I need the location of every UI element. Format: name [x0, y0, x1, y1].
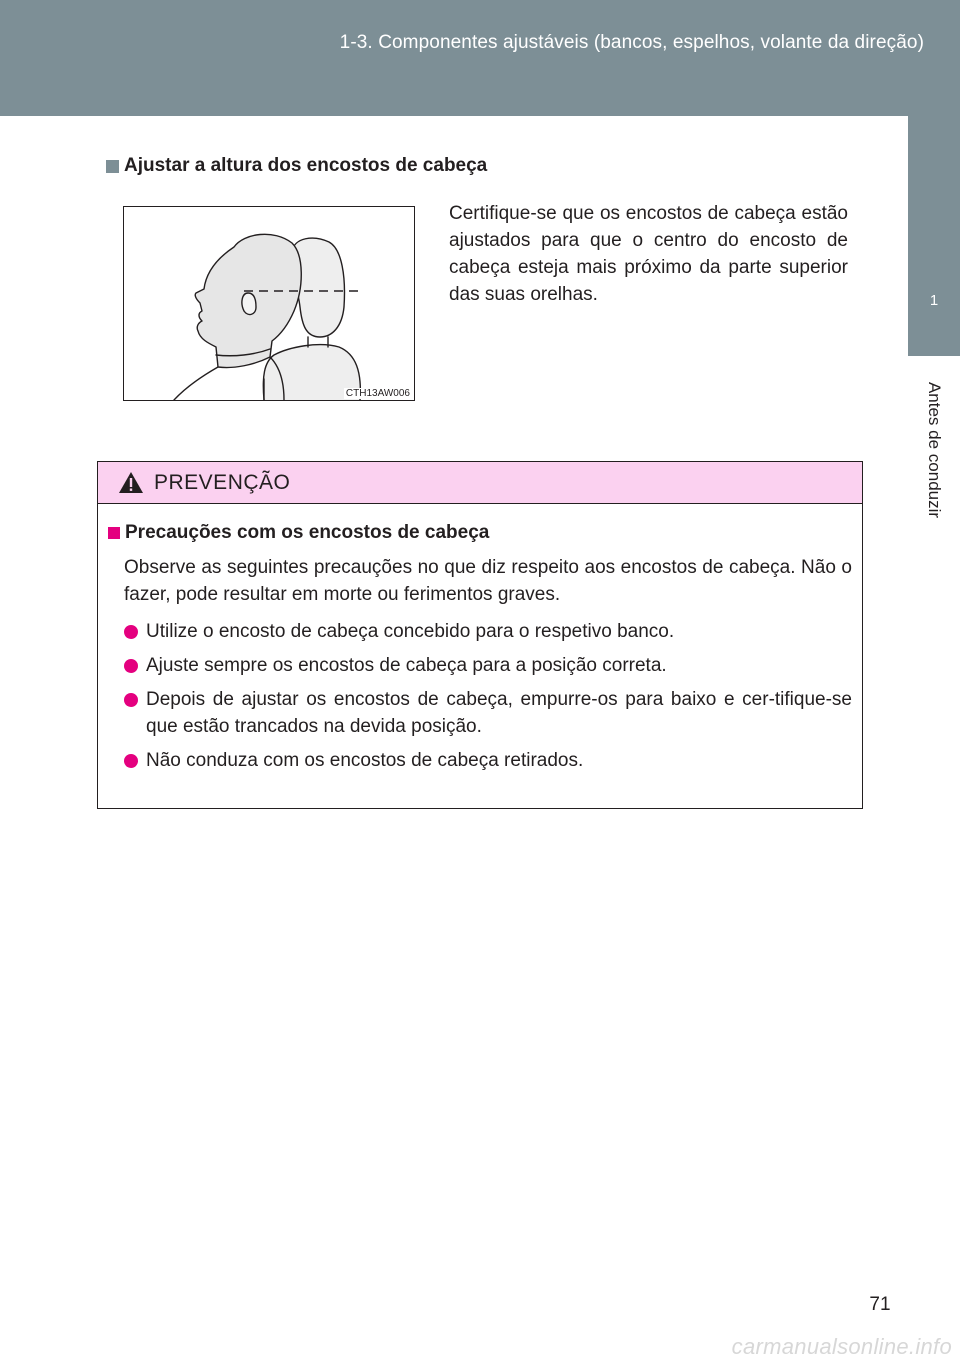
warning-header: [98, 462, 862, 504]
warning-subheading: [108, 522, 852, 544]
warning-triangle-icon: [118, 471, 144, 494]
head-profile-illustration: [124, 207, 414, 400]
square-bullet-icon: [108, 527, 120, 539]
page-number: 71: [869, 1294, 891, 1315]
list-item-text: Não conduza com os encostos de cabeça retirados.: [146, 750, 584, 771]
side-tab-label: Antes de conduzir: [925, 381, 944, 519]
watermark: carmanualsonline.info: [731, 1334, 952, 1359]
list-item: [124, 747, 852, 774]
square-bullet-icon: [106, 160, 119, 173]
list-item: [124, 652, 852, 679]
side-tab: [908, 116, 960, 356]
warning-paragraph: Observe as seguintes precauções no que diz respeito aos encostos de cabeça. Não o fazer, pode resultar em morte ou ferimentos graves.: [124, 557, 852, 605]
warning-title: PREVENÇÃO: [154, 470, 291, 494]
bullet-dot-icon: [124, 754, 138, 768]
warning-list: [124, 618, 852, 774]
bullet-dot-icon: [124, 659, 138, 673]
section-heading-text: Ajustar a altura dos encostos de cabeça: [124, 155, 488, 176]
list-item: [124, 686, 852, 740]
header-band: [0, 0, 960, 116]
chapter-title: 1-3. Componentes ajustáveis (bancos, espelhos, volante da direção): [339, 32, 924, 53]
list-item-text: Utilize o encosto de cabeça concebido para o respetivo banco.: [146, 621, 675, 642]
list-item-text: Depois de ajustar os encostos de cabeça, empurre-os para baixo e cer-tifique-se que estão trancados na devida posição.: [146, 689, 852, 737]
headrest-illustration: [123, 206, 415, 401]
warning-box: [97, 461, 863, 809]
section-heading: [106, 155, 487, 177]
figure-code: CTH13AW006: [345, 388, 410, 399]
list-item-text: Ajuste sempre os encostos de cabeça para a posição correta.: [146, 655, 667, 676]
bullet-dot-icon: [124, 625, 138, 639]
warning-body: [98, 504, 862, 774]
side-tab-number: 1: [929, 292, 939, 309]
warning-subheading-text: Precauções com os encostos de cabeça: [125, 522, 490, 543]
list-item: [124, 618, 852, 645]
intro-text: Certifique-se que os encostos de cabeça estão ajustados para que o centro do encosto de cabeça esteja mais próximo da parte superior das suas orelhas.: [449, 203, 848, 305]
bullet-dot-icon: [124, 693, 138, 707]
